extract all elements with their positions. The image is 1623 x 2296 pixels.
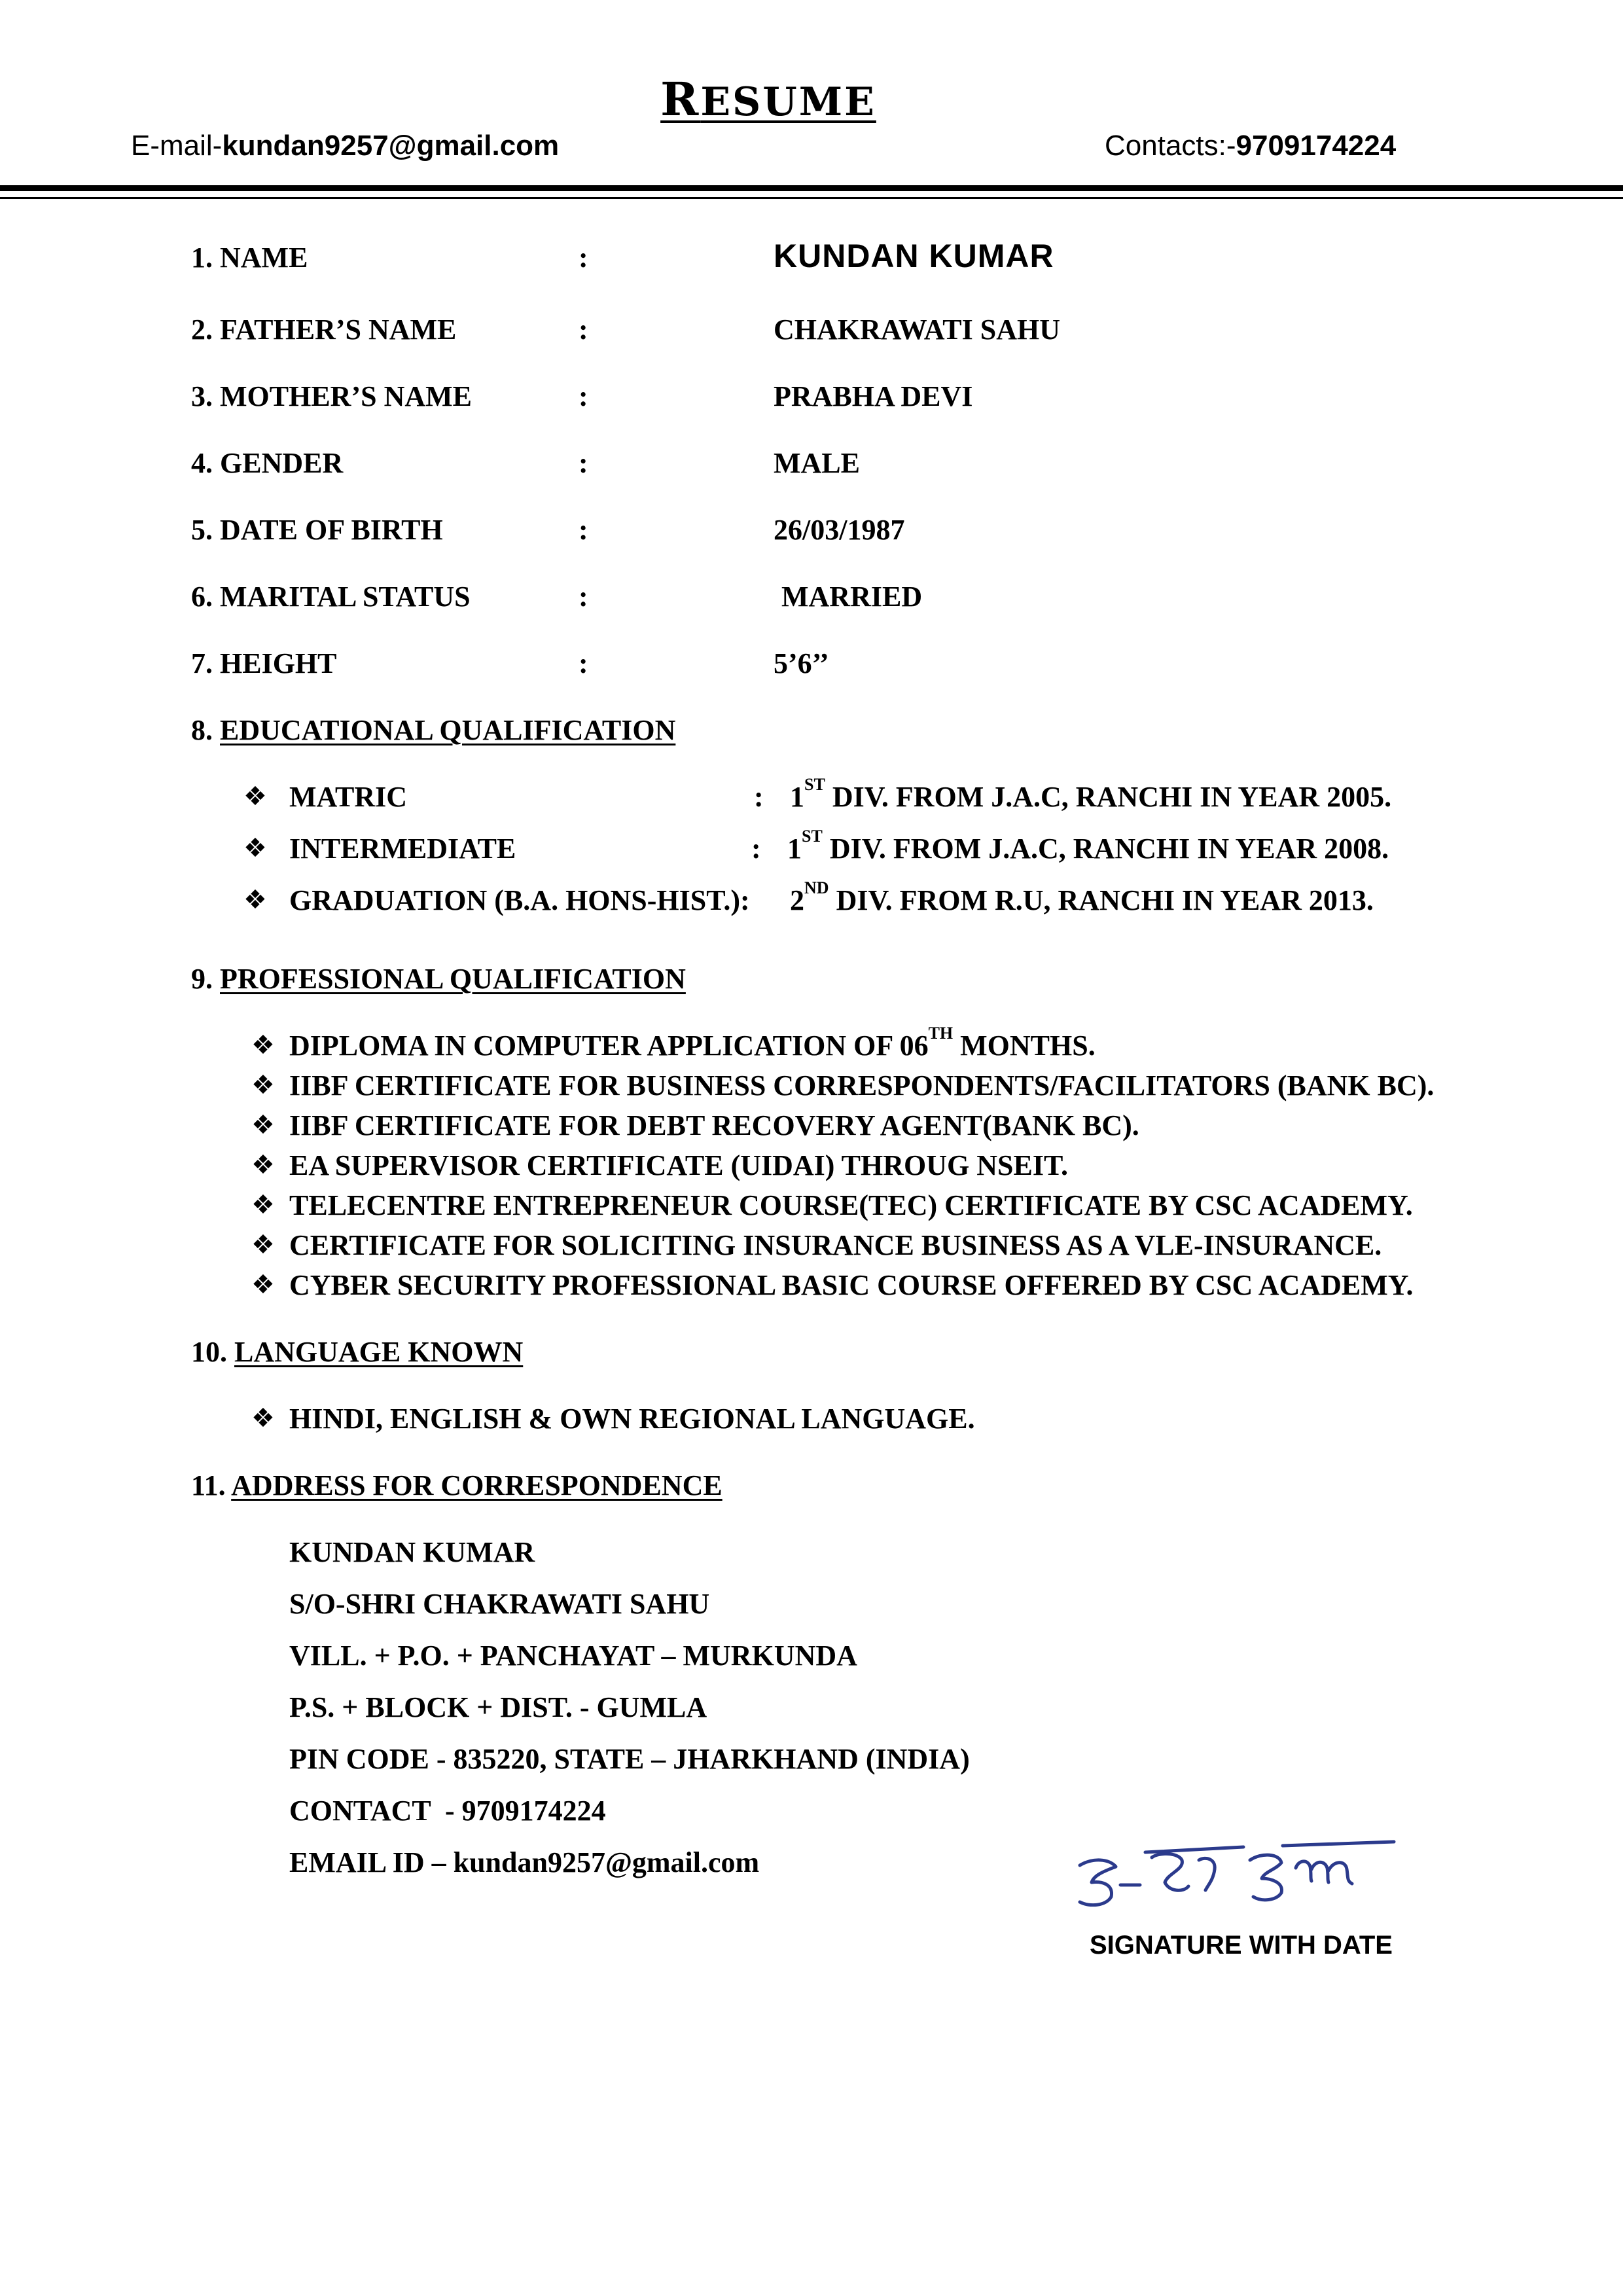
professional-number: 9. [191,963,220,995]
professional-item-ordinal: TH [928,1024,954,1043]
marital-status-label: 6. MARITAL STATUS [191,581,471,613]
education-item-detail: DIV. FROM R.U, RANCHI IN YEAR 2013. [829,884,1374,916]
education-item-value [790,775,1392,814]
professional-item: IIBF CERTIFICATE FOR BUSINESS CORRESPONDENTS/FACILITATORS (BANK BC). [289,1069,1435,1102]
diamond-bullet-icon: ❖ [243,885,267,915]
gender-label: 4. GENDER [191,447,344,479]
father-name-colon: : [579,314,588,346]
education-item-div: 1 [787,833,802,865]
education-item-div: 1 [790,781,804,813]
education-item-ordinal: ST [804,775,825,794]
dob-label: 5. DATE OF BIRTH [191,514,443,546]
education-item-value [787,827,1389,865]
mother-name-colon: : [579,380,588,412]
contacts-prefix: Contacts:- [1105,130,1236,162]
education-heading [191,713,675,747]
professional-item-suffix: MONTHS. [953,1030,1096,1062]
education-item-label: GRADUATION (B.A. HONS-HIST.): [289,884,750,916]
marital-status-colon: : [579,581,588,613]
education-item-div: 2 [790,884,804,916]
diamond-bullet-icon: ❖ [251,1190,275,1220]
contacts-line [1105,130,1396,162]
address-line: CONTACT - 9709174224 [289,1795,606,1827]
height-value: 5’6’’ [774,647,829,679]
diamond-bullet-icon: ❖ [251,1270,275,1300]
education-item-ordinal: ND [804,878,829,897]
page-title [0,72,1537,126]
diamond-bullet-icon: ❖ [251,1110,275,1140]
address-heading-text: ADDRESS FOR CORRESPONDENCE [231,1469,722,1501]
address-line: KUNDAN KUMAR [289,1536,535,1568]
address-line: EMAIL ID – kundan9257@gmail.com [289,1846,760,1878]
email-address[interactable]: kundan9257@gmail.com [222,130,560,162]
diamond-bullet-icon: ❖ [251,1030,275,1060]
diamond-bullet-icon: ❖ [243,781,267,812]
professional-item [289,1024,1096,1062]
name-label: 1. NAME [191,242,308,274]
language-heading-text: LANGUAGE KNOWN [234,1336,524,1368]
professional-item: TELECENTRE ENTREPRENEUR COURSE(TEC) CERTIFICATE BY CSC ACADEMY. [289,1189,1413,1221]
height-label: 7. HEIGHT [191,647,337,679]
education-item-label: MATRIC [289,781,408,813]
height-colon: : [579,647,588,679]
name-value: KUNDAN KUMAR [774,238,1054,274]
name-colon: : [579,242,588,274]
professional-heading [191,962,686,996]
diamond-bullet-icon: ❖ [243,833,267,863]
language-number: 10. [191,1336,234,1368]
gender-value: MALE [774,447,860,479]
education-heading-text: EDUCATIONAL QUALIFICATION [220,714,676,746]
education-item-colon: : [751,833,761,865]
professional-item: EA SUPERVISOR CERTIFICATE (UIDAI) THROUG NSEIT. [289,1149,1069,1181]
education-item-value [790,878,1374,917]
mother-name-label: 3. MOTHER’S NAME [191,380,472,412]
professional-item: CYBER SECURITY PROFESSIONAL BASIC COURSE OFFERED BY CSC ACADEMY. [289,1269,1414,1301]
address-heading [191,1469,722,1502]
address-line: P.S. + BLOCK + DIST. - GUMLA [289,1691,707,1723]
father-name-label: 2. FATHER’S NAME [191,314,457,346]
father-name-value: CHAKRAWATI SAHU [774,314,1061,346]
contacts-number: 9709174224 [1236,130,1397,162]
signature-label: SIGNATURE WITH DATE [1090,1931,1393,1960]
gender-colon: : [579,447,588,479]
education-item-colon: : [754,781,764,813]
address-number: 11. [191,1469,232,1501]
marital-status-value: MARRIED [781,581,923,613]
header-divider-thick [0,185,1623,191]
header-divider-thin [0,197,1623,199]
handwritten-signature [1054,1820,1420,1931]
professional-item: CERTIFICATE FOR SOLICITING INSURANCE BUSINESS AS A VLE-INSURANCE. [289,1229,1382,1261]
education-item-detail: DIV. FROM J.A.C, RANCHI IN YEAR 2008. [822,833,1389,865]
professional-heading-text: PROFESSIONAL QUALIFICATION [220,963,686,995]
address-line: VILL. + P.O. + PANCHAYAT – MURKUNDA [289,1640,857,1672]
email-prefix: E-mail- [131,130,223,162]
diamond-bullet-icon: ❖ [251,1230,275,1260]
diamond-bullet-icon: ❖ [251,1070,275,1100]
page-title-rest: ESUME [700,79,876,125]
professional-item: IIBF CERTIFICATE FOR DEBT RECOVERY AGENT(BANK BC). [289,1109,1139,1141]
education-item-detail: DIV. FROM J.A.C, RANCHI IN YEAR 2005. [825,781,1392,813]
dob-value: 26/03/1987 [774,514,905,546]
diamond-bullet-icon: ❖ [251,1403,275,1433]
education-item-label: INTERMEDIATE [289,833,516,865]
education-item-ordinal: ST [802,827,823,846]
education-number: 8. [191,714,220,746]
dob-colon: : [579,514,588,546]
professional-item-text: DIPLOMA IN COMPUTER APPLICATION OF 06 [289,1030,929,1062]
diamond-bullet-icon: ❖ [251,1150,275,1180]
language-item: HINDI, ENGLISH & OWN REGIONAL LANGUAGE. [289,1403,975,1435]
email-line [131,130,559,162]
language-heading [191,1335,523,1369]
address-line: S/O-SHRI CHAKRAWATI SAHU [289,1588,710,1620]
address-line: PIN CODE - 835220, STATE – JHARKHAND (INDIA) [289,1743,970,1775]
page-title-initial: R [660,72,701,126]
mother-name-value: PRABHA DEVI [774,380,973,412]
